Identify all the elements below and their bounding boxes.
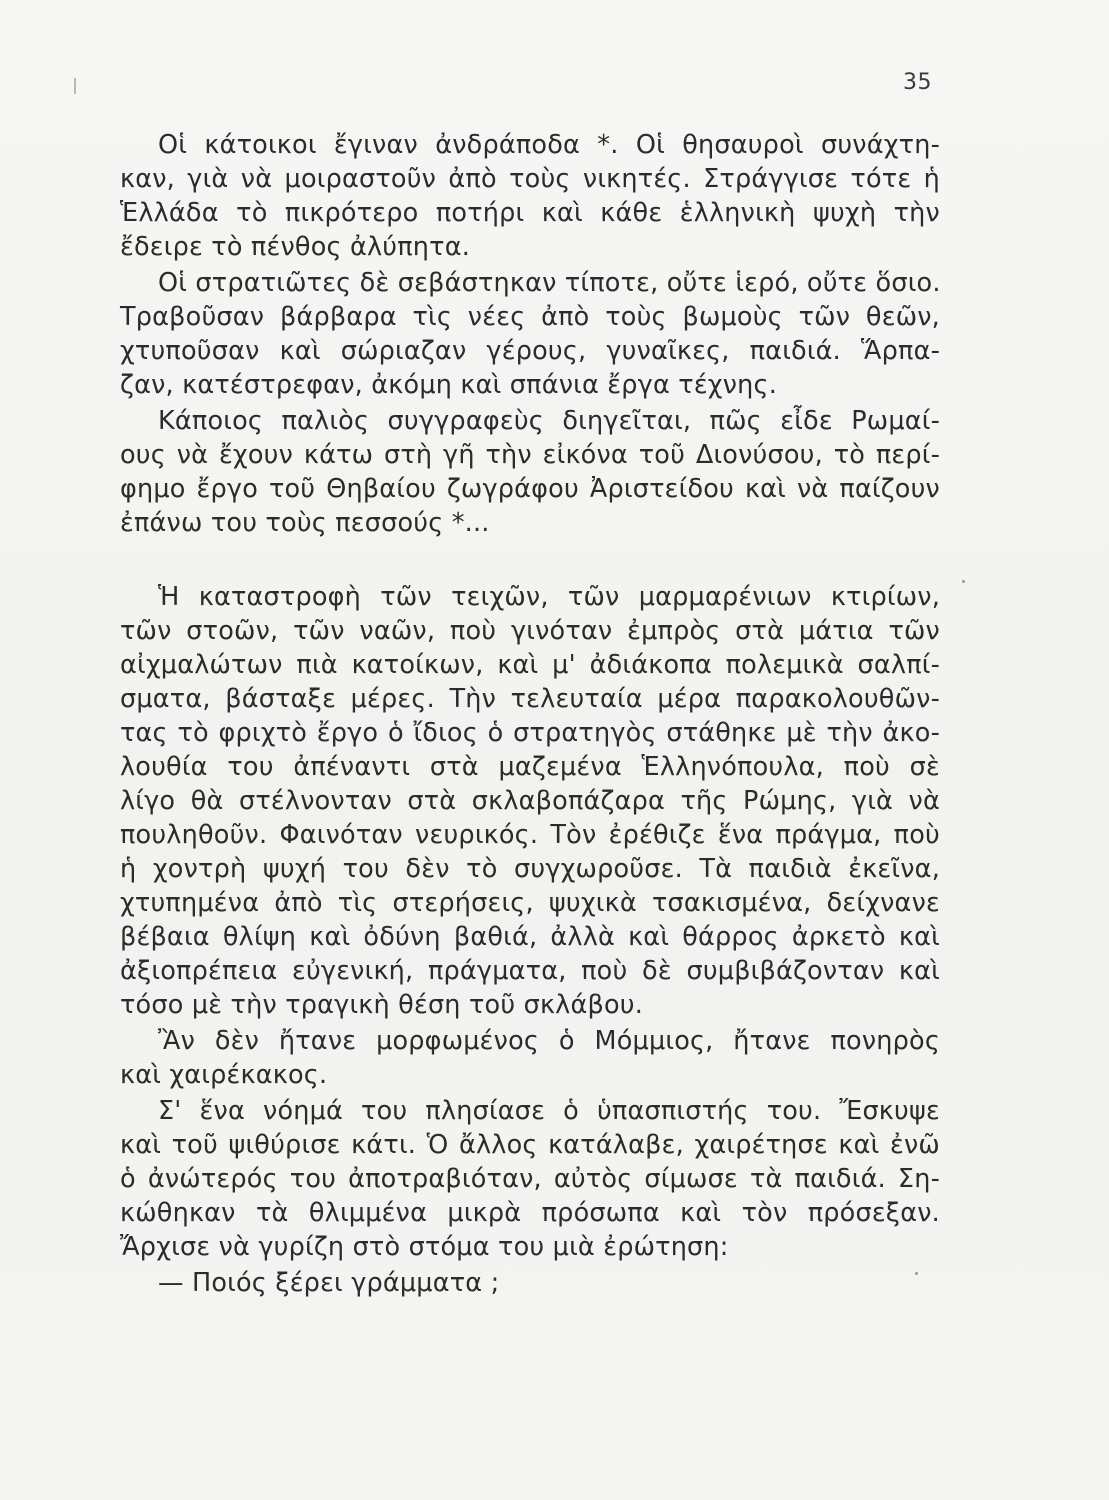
text-line: Ἄρχισε νὰ γυρίζη στὸ στόμα του μιὰ ἐρώτηση: <box>120 1232 729 1262</box>
text-line: αἰχμαλώτων πιὰ κατοίκων, καὶ μ' ἀδιάκοπα πολεμικὰ σαλπί- <box>120 650 940 680</box>
text-line: Σ' ἕνα νόημά του πλησίασε ὁ ὑπασπιστής του. Ἔσκυψε <box>158 1096 940 1126</box>
text-line: Κάποιος παλιὸς συγγραφεὺς διηγεῖται, πῶς εἶδε Ρωμαί- <box>158 406 940 436</box>
paper-speck <box>915 1272 918 1275</box>
text-line: λίγο θὰ στέλνονταν στὰ σκλαβοπάζαρα τῆς Ρώμης, γιὰ νὰ <box>120 786 940 816</box>
text-line: ἔδειρε τὸ πένθος ἀλύπητα. <box>120 232 471 262</box>
text-line: λουθία του ἀπέναντι στὰ μαζεμένα Ἑλληνόπουλα, ποὺ σὲ <box>120 752 940 782</box>
page-number: 35 <box>903 70 932 95</box>
text-line: ους νὰ ἔχουν κάτω στὴ γῆ τὴν εἰκόνα τοῦ Διονύσου, τὸ περί- <box>120 440 940 470</box>
text-line: Ἡ καταστροφὴ τῶν τειχῶν, τῶν μαρμαρένιων κτιρίων, <box>158 582 940 612</box>
text-line: ζαν, κατέστρεφαν, ἀκόμη καὶ σπάνια ἔργα τέχνης. <box>120 370 778 400</box>
text-line: ὁ ἀνώτερός του ἀποτραβιόταν, αὐτὸς σίμωσε τὰ παιδιά. Ση- <box>120 1164 940 1194</box>
text-line: ἡ χοντρὴ ψυχή του δὲν τὸ συγχωροῦσε. Τὰ παιδιὰ ἐκεῖνα, <box>120 854 940 884</box>
paper-speck <box>962 580 965 583</box>
text-line: φημο ἔργο τοῦ Θηβαίου ζωγράφου Ἀριστείδου καὶ νὰ παίζουν <box>120 474 940 504</box>
text-line: Οἱ στρατιῶτες δὲ σεβάστηκαν τίποτε, οὔτε ἱερό, οὔτε ὅσιο. <box>158 268 941 298</box>
text-line: τῶν στοῶν, τῶν ναῶν, ποὺ γινόταν ἐμπρὸς στὰ μάτια τῶν <box>120 616 940 646</box>
text-line: Τραβοῦσαν βάρβαρα τὶς νέες ἀπὸ τοὺς βωμοὺς τῶν θεῶν, <box>120 302 940 332</box>
text-line: Ἂν δὲν ἤτανε μορφωμένος ὁ Μόμμιος, ἤτανε πονηρὸς <box>158 1026 940 1056</box>
text-line: καν, γιὰ νὰ μοιραστοῦν ἀπὸ τοὺς νικητές. Στράγγισε τότε ἡ <box>120 164 940 194</box>
text-line: σματα, βάσταξε μέρες. Τὴν τελευταία μέρα παρακολουθῶν- <box>120 684 940 714</box>
text-line: βέβαια θλίψη καὶ ὀδύνη βαθιά, ἀλλὰ καὶ θάρρος ἀρκετὸ καὶ <box>120 922 940 952</box>
text-line: Ἑλλάδα τὸ πικρότερο ποτήρι καὶ κάθε ἑλληνικὴ ψυχὴ τὴν <box>120 198 940 228</box>
text-line: πουληθοῦν. Φαινόταν νευρικός. Τὸν ἐρέθιζε ἕνα πράγμα, ποὺ <box>120 820 940 850</box>
text-line: χτυπημένα ἀπὸ τὶς στερήσεις, ψυχικὰ τσακισμένα, δείχνανε <box>120 888 940 918</box>
gutter-mark <box>74 78 76 94</box>
text-line: τόσο μὲ τὴν τραγικὴ θέση τοῦ σκλάβου. <box>120 990 644 1020</box>
text-line: κώθηκαν τὰ θλιμμένα μικρὰ πρόσωπα καὶ τὸν πρόσεξαν. <box>120 1198 940 1228</box>
text-line: — Ποιός ξέρει γράμματα ; <box>158 1268 500 1298</box>
text-line: ἐπάνω του τοὺς πεσσούς *... <box>120 508 490 538</box>
text-line: καὶ χαιρέκακος. <box>120 1060 328 1090</box>
text-line: καὶ τοῦ ψιθύρισε κάτι. Ὁ ἄλλος κατάλαβε, χαιρέτησε καὶ ἐνῶ <box>120 1130 940 1160</box>
text-line: τας τὸ φριχτὸ ἔργο ὁ ἴδιος ὁ στρατηγὸς στάθηκε μὲ τὴν ἀκο- <box>120 718 940 748</box>
text-line: ἀξιοπρέπεια εὐγενική, πράγματα, ποὺ δὲ συμβιβάζονταν καὶ <box>120 956 940 986</box>
text-line: χτυποῦσαν καὶ σώριαζαν γέρους, γυναῖκες, παιδιά. Ἅρπα- <box>120 336 940 366</box>
text-line: Οἱ κάτοικοι ἔγιναν ἀνδράποδα *. Οἱ θησαυροὶ συνάχτη- <box>158 130 940 160</box>
